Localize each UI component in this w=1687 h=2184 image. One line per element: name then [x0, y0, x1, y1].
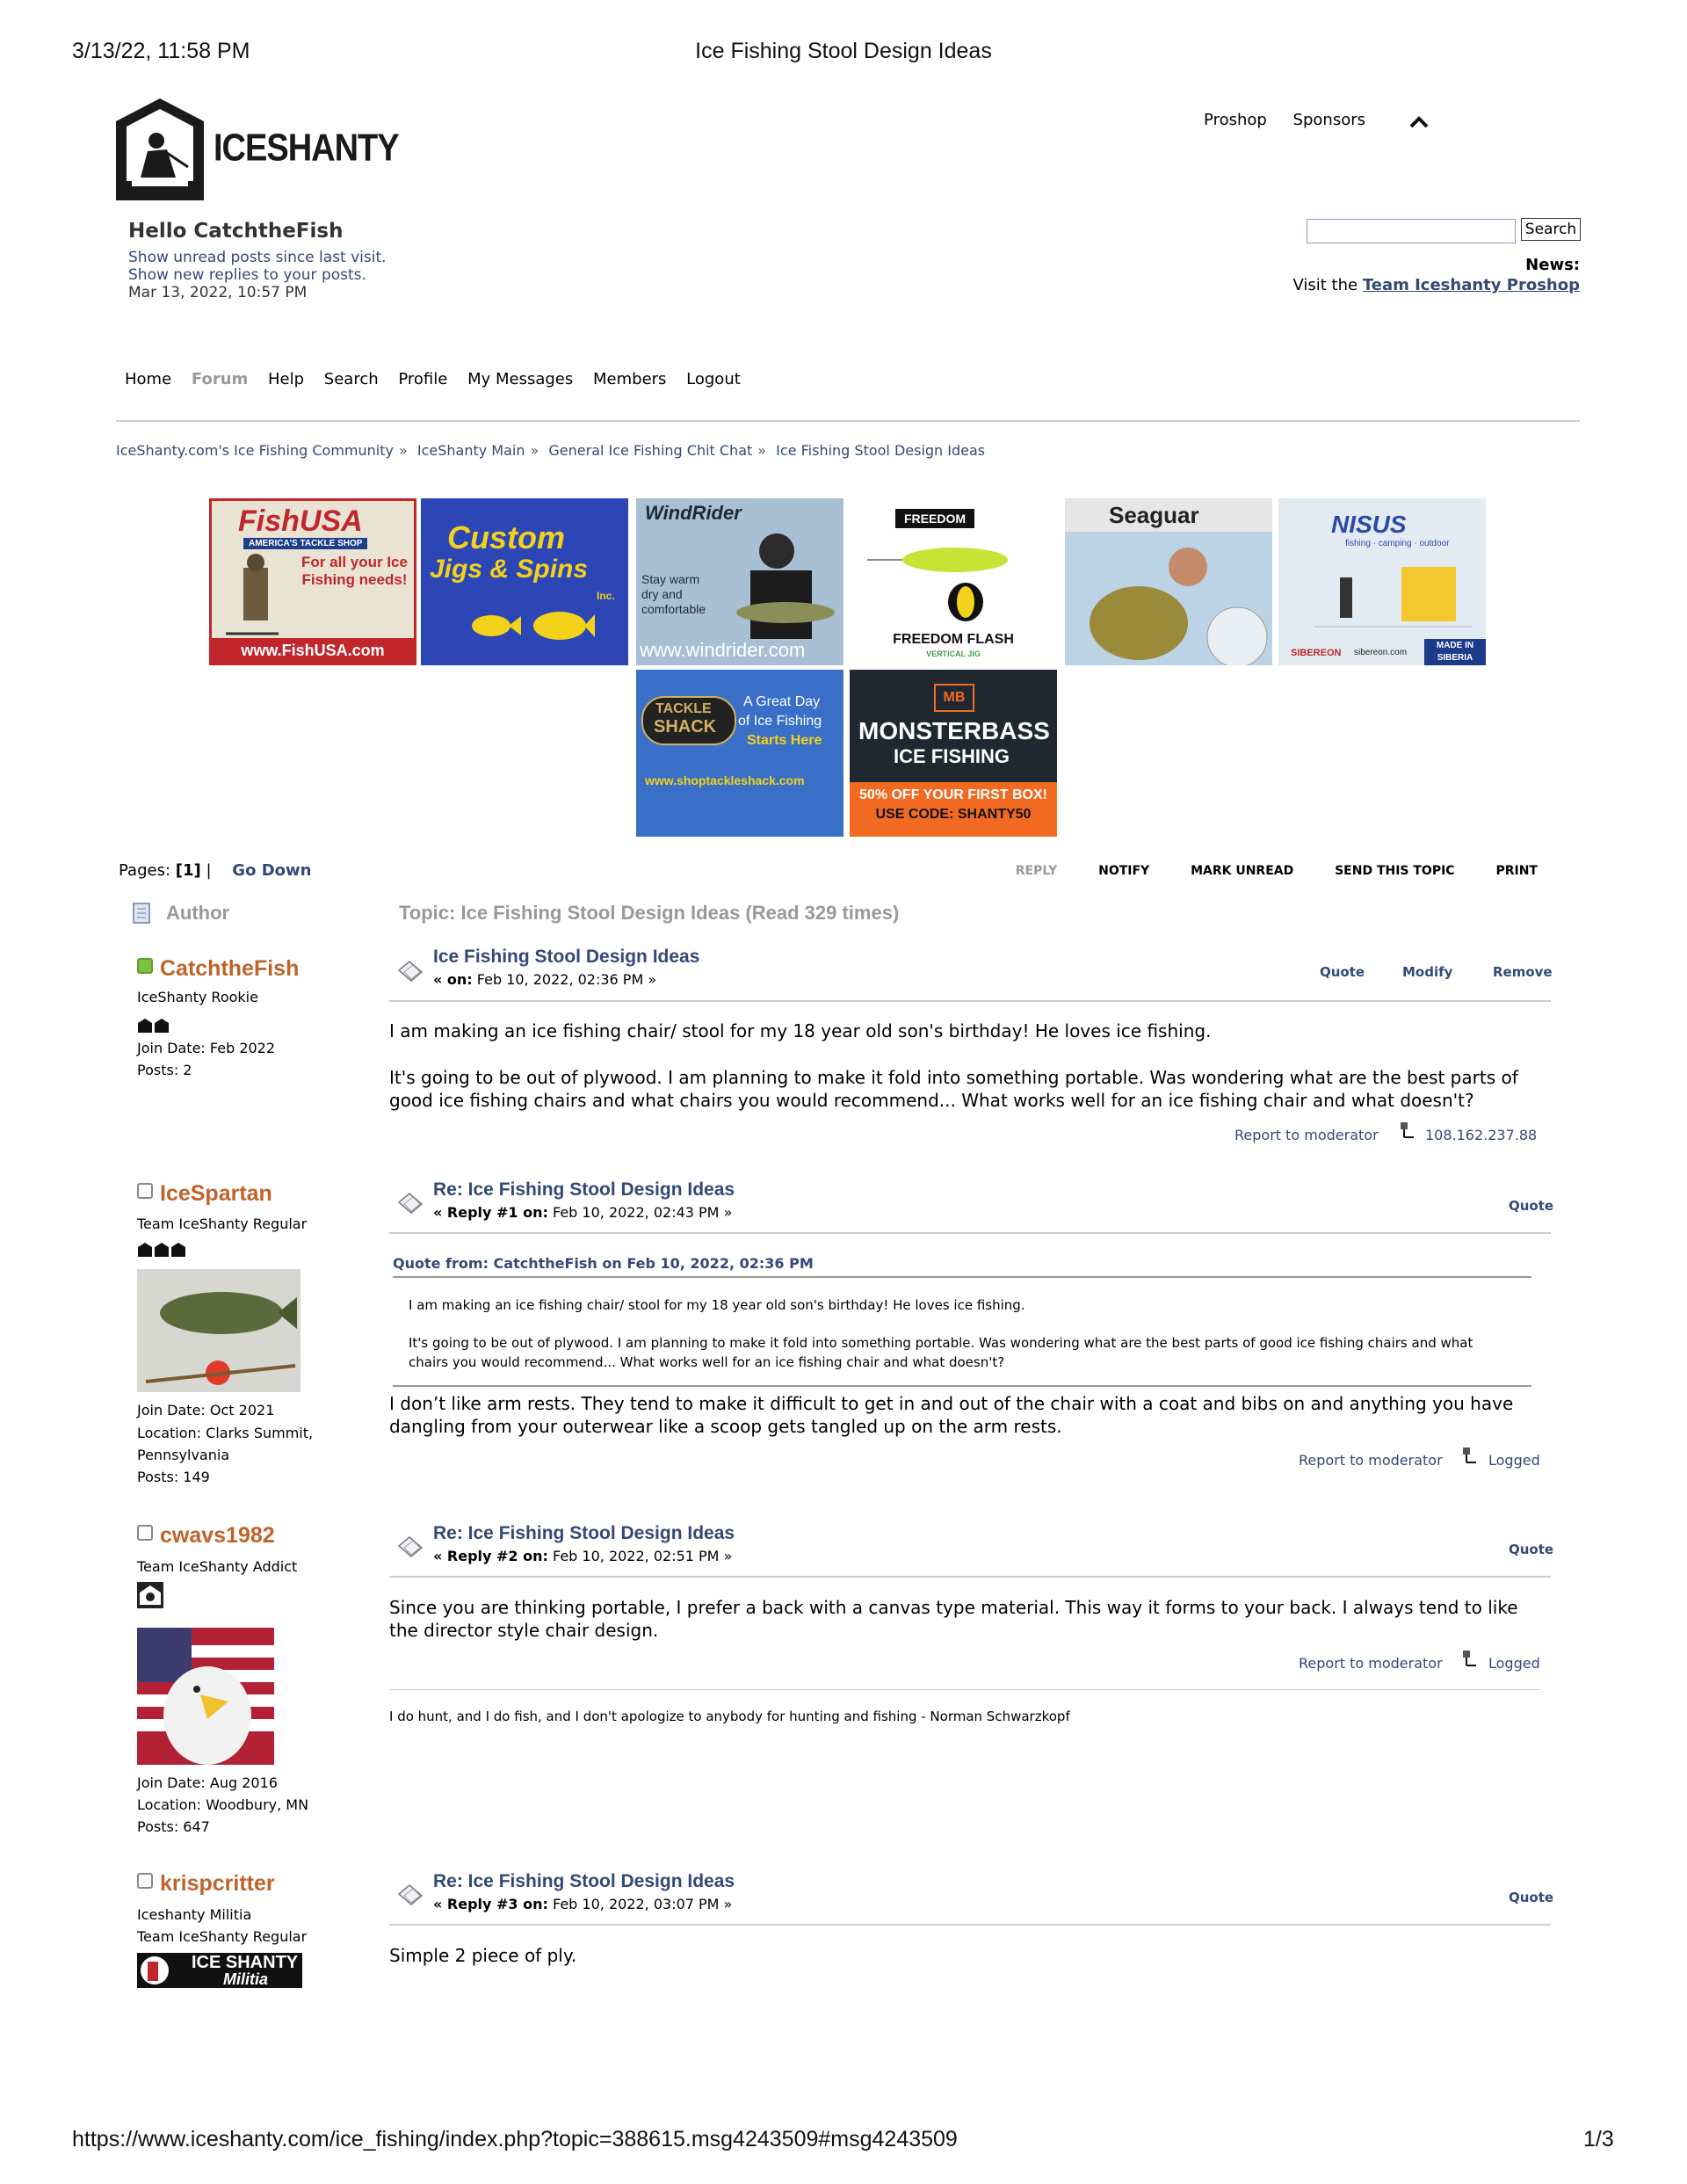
post-body-line1: Since you are thinking portable, I prefer a back with a canvas type material. This way it forms to your back. I always tend to like the director style chair design.: [389, 1597, 1518, 1641]
breadcrumb-main[interactable]: IceShanty Main: [416, 442, 525, 459]
ad-tackle-shack[interactable]: TACKLE SHACK A Great Day of Ice Fishing Starts Here www.shoptackleshack.com: [636, 670, 844, 837]
modify-button[interactable]: Modify: [1402, 964, 1453, 980]
print-title: Ice Fishing Stool Design Ideas: [695, 39, 992, 63]
menu-profile[interactable]: Profile: [398, 370, 448, 388]
author-rank: Team IceShanty Regular: [137, 1215, 308, 1232]
post-author-name[interactable]: CatchtheFish: [137, 956, 299, 982]
rank-badge-icon: [137, 1582, 163, 1608]
offline-status-icon: [137, 1525, 153, 1541]
menu-members[interactable]: Members: [593, 370, 667, 388]
post-rule: [389, 1576, 1551, 1578]
post-date: « on: Feb 10, 2022, 02:36 PM »: [433, 971, 657, 988]
avatar: [137, 1269, 300, 1392]
ad-custom-jigs[interactable]: Custom Jigs & Spins Inc.: [421, 498, 628, 665]
quote-header: Quote from: CatchtheFish on Feb 10, 2022, 02:36 PM: [393, 1255, 814, 1272]
mark-unread-button[interactable]: MARK UNREAD: [1191, 864, 1294, 878]
post-author-name[interactable]: IceSpartan: [137, 1181, 272, 1207]
avatar: [137, 1628, 274, 1765]
ad-nisus[interactable]: NISUS fishing · camping · outdoor SIBEREON sibereon.com MADE IN SIBERIA: [1278, 498, 1486, 665]
print-url: https://www.iceshanty.com/ice_fishing/index.php?topic=388615.msg4243509#msg4243509: [72, 2127, 958, 2151]
author-group: Team IceShanty Regular: [137, 1928, 308, 1945]
ad-freedom-flash[interactable]: FREEDOM FREEDOM FLASH VERTICAL JIG: [850, 498, 1057, 665]
post-body-line1: I am making an ice fishing chair/ stool for my 18 year old son's birthday! He loves ice fishing.: [389, 1020, 1212, 1041]
pages-label: Pages:: [119, 861, 171, 880]
send-topic-button[interactable]: SEND THIS TOPIC: [1335, 864, 1455, 878]
online-status-icon: [137, 958, 153, 974]
pages-separator: |: [206, 861, 212, 880]
post-icon: [395, 1534, 425, 1560]
news-proshop-link[interactable]: Team Iceshanty Proshop: [1362, 276, 1580, 294]
militia-badge: ICE SHANTY Militia: [137, 1953, 302, 1988]
menu-my-messages[interactable]: My Messages: [467, 370, 574, 388]
report-to-moderator-link[interactable]: Report to moderator: [1234, 1127, 1379, 1143]
post-date: « Reply #3 on: Feb 10, 2022, 03:07 PM »: [433, 1896, 733, 1912]
notify-button[interactable]: NOTIFY: [1098, 864, 1150, 878]
breadcrumb: IceShanty.com's Ice Fishing Community » IceShanty Main » General Ice Fishing Chit Chat » Ice Fishing Stool Design Ideas: [116, 442, 986, 459]
ad-seaguar[interactable]: Seaguar: [1065, 498, 1272, 665]
report-to-moderator-link[interactable]: Report to moderator: [1299, 1452, 1443, 1469]
breadcrumb-topic[interactable]: Ice Fishing Stool Design Ideas: [776, 442, 986, 459]
author-post-count: Posts: 149: [137, 1469, 210, 1485]
post-title[interactable]: Ice Fishing Stool Design Ideas: [433, 947, 700, 967]
ip-icon: [1462, 1650, 1485, 1667]
print-page-number: 1/3: [1583, 2127, 1614, 2151]
remove-button[interactable]: Remove: [1493, 964, 1553, 980]
author-post-count: Posts: 647: [137, 1818, 210, 1835]
post-date: « Reply #1 on: Feb 10, 2022, 02:43 PM »: [433, 1204, 733, 1221]
topic-actions: [979, 864, 1538, 878]
quote-line2: It's going to be out of plywood. I am planning to make it fold into something portable. Was wondering what are the best parts of good ice fishing chairs and what chairs you would recommend... What works well for an ice fishing chair and what doesn't?: [409, 1335, 1473, 1370]
author-join-date: Join Date: Aug 2016: [137, 1774, 278, 1791]
quote-line1: I am making an ice fishing chair/ stool for my 18 year old son's birthday! He loves ice fishing.: [409, 1297, 1025, 1313]
collapse-header-icon[interactable]: [1406, 111, 1432, 132]
unread-posts-link[interactable]: Show unread posts since last visit.: [128, 249, 387, 266]
search-input[interactable]: [1307, 219, 1516, 243]
offline-status-icon: [137, 1873, 153, 1889]
post-body-line1: Simple 2 piece of ply.: [389, 1945, 577, 1966]
ip-address: 108.162.237.88: [1425, 1127, 1538, 1143]
signature: I do hunt, and I do fish, and I don't apologize to anybody for hunting and fishing - Norman Schwarzkopf: [389, 1709, 1070, 1724]
quote-bottom-rule: [393, 1385, 1531, 1387]
user-links: [128, 249, 387, 301]
new-replies-link[interactable]: Show new replies to your posts.: [128, 266, 366, 284]
author-post-count: Posts: 2: [137, 1062, 192, 1078]
menu-home[interactable]: Home: [125, 370, 172, 388]
author-join-date: Join Date: Oct 2021: [137, 1402, 275, 1419]
post-date: « Reply #2 on: Feb 10, 2022, 02:51 PM »: [433, 1548, 733, 1564]
logged-label: Logged: [1488, 1655, 1540, 1672]
menu-forum[interactable]: Forum: [191, 370, 249, 388]
top-links: [1183, 111, 1365, 129]
quote-button[interactable]: Quote: [1509, 1198, 1554, 1214]
rank-stars-icon: [137, 1018, 172, 1034]
sponsors-link[interactable]: Sponsors: [1292, 111, 1365, 129]
logged-label: Logged: [1488, 1452, 1540, 1469]
breadcrumb-chit-chat[interactable]: General Ice Fishing Chit Chat: [548, 442, 753, 459]
breadcrumb-community[interactable]: IceShanty.com's Ice Fishing Community: [116, 442, 394, 459]
rank-stars-icon: [137, 1242, 188, 1258]
quote-button[interactable]: Quote: [1509, 1890, 1554, 1905]
post-rule: [389, 1000, 1551, 1002]
logo-wordmark: ICESHANTY: [214, 127, 399, 171]
post-title[interactable]: Re: Ice Fishing Stool Design Ideas: [433, 1523, 735, 1543]
post-body-line2: It's going to be out of plywood. I am planning to make it fold into something portable. Was wondering what are the best parts of good ice fishing chairs and what chairs you would recommend... What works well for an ice fishing chair and what doesn't?: [389, 1067, 1518, 1111]
author-rank: IceShanty Rookie: [137, 989, 258, 1005]
report-to-moderator-link[interactable]: Report to moderator: [1299, 1655, 1443, 1672]
print-button[interactable]: PRINT: [1495, 864, 1538, 878]
ip-icon: [1462, 1447, 1485, 1464]
post-icon: [395, 1882, 425, 1908]
post-title[interactable]: Re: Ice Fishing Stool Design Ideas: [433, 1179, 735, 1200]
document-icon: [132, 902, 151, 925]
post-title[interactable]: Re: Ice Fishing Stool Design Ideas: [433, 1871, 735, 1891]
author-location: Location: Woodbury, MN: [137, 1796, 309, 1813]
current-date: Mar 13, 2022, 10:57 PM: [128, 284, 308, 301]
quote-button[interactable]: Quote: [1509, 1542, 1554, 1557]
author-column-header: Author: [166, 902, 230, 924]
main-menu: [125, 370, 756, 388]
pagination: [119, 861, 311, 880]
post-icon: [395, 1190, 425, 1216]
news-label: News:: [1525, 256, 1580, 274]
ad-monsterbass[interactable]: MB MONSTERBASS ICE FISHING 50% OFF YOUR FIRST BOX! USE CODE: SHANTY50: [850, 670, 1057, 837]
header-divider: [116, 420, 1580, 422]
menu-search[interactable]: Search: [323, 370, 379, 388]
quote-button[interactable]: Quote: [1320, 964, 1365, 980]
news-text: [1292, 276, 1580, 294]
print-datetime: 3/13/22, 11:58 PM: [72, 39, 250, 63]
topic-column-header: Topic: Ice Fishing Stool Design Ideas (Read 329 times): [399, 902, 900, 924]
author-rank: Iceshanty Militia: [137, 1906, 252, 1923]
menu-logout[interactable]: Logout: [686, 370, 741, 388]
current-page: [1]: [175, 861, 201, 880]
greeting: Hello CatchtheFish: [128, 220, 344, 243]
go-down-link[interactable]: Go Down: [232, 861, 312, 880]
post-icon: [395, 958, 425, 984]
post-body-line1: I don’t like arm rests. They tend to make it difficult to get in and out of the chair with a coat and bibs on and anything you have dangling from your outerwear like a scoop gets tangled up on the arm rests.: [389, 1393, 1514, 1437]
menu-help[interactable]: Help: [268, 370, 305, 388]
ad-windrider[interactable]: WindRider Stay warm dry and comfortable www.windrider.com: [636, 498, 844, 665]
ad-fishusa[interactable]: FishUSA AMERICA'S TACKLE SHOP For all your Ice Fishing needs! www.FishUSA.com: [209, 498, 416, 665]
proshop-link[interactable]: Proshop: [1204, 111, 1267, 129]
author-rank: Team IceShanty Addict: [137, 1558, 298, 1575]
author-join-date: Join Date: Feb 2022: [137, 1040, 276, 1056]
quote-top-rule: [393, 1276, 1531, 1278]
search-button[interactable]: Search: [1521, 218, 1581, 241]
post-author-name[interactable]: cwavs1982: [137, 1523, 275, 1549]
post-author-name[interactable]: krispcritter: [137, 1871, 275, 1897]
signature-rule: [389, 1689, 1540, 1690]
post-rule: [389, 1924, 1551, 1926]
reply-button[interactable]: REPLY: [1015, 864, 1058, 878]
ip-icon: [1400, 1121, 1423, 1139]
author-location-cont: Pennsylvania: [137, 1447, 230, 1463]
news-prefix: Visit the: [1292, 276, 1358, 294]
post-rule: [389, 1232, 1551, 1234]
author-location: Location: Clarks Summit,: [137, 1425, 314, 1441]
offline-status-icon: [137, 1183, 153, 1199]
